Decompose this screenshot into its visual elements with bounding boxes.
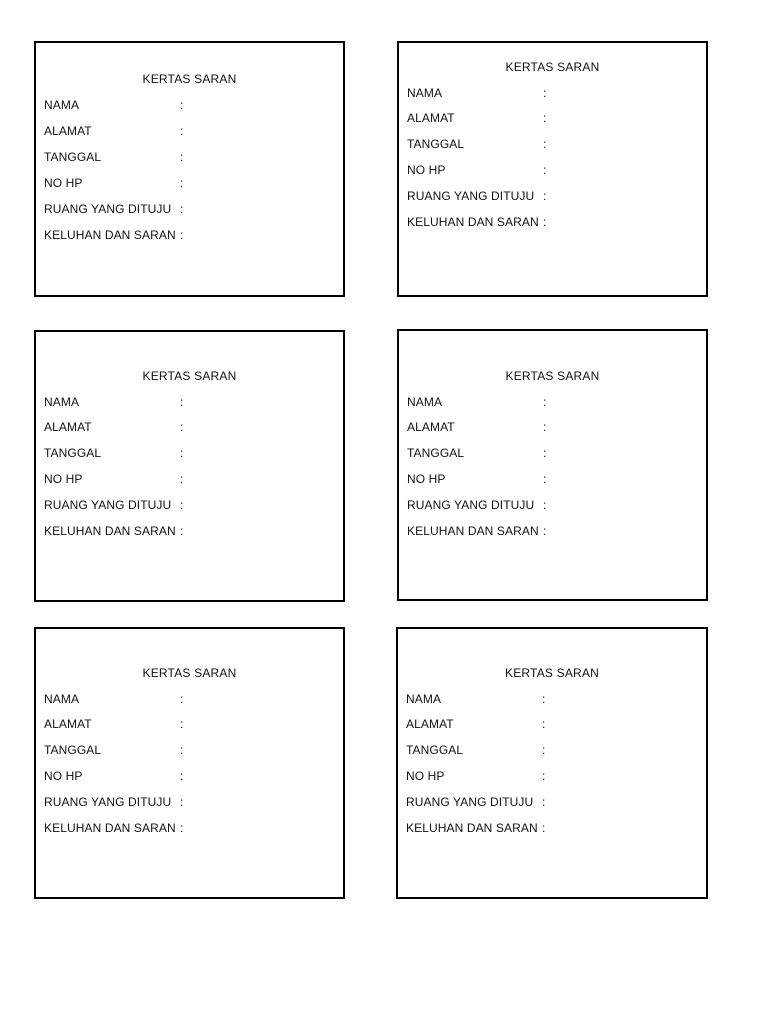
field-colon: : xyxy=(543,446,547,460)
field-label: KELUHAN DAN SARAN xyxy=(407,215,539,229)
field-label: TANGGAL xyxy=(406,743,464,757)
field-label: ALAMAT xyxy=(407,420,455,434)
field-label: RUANG YANG DITUJU xyxy=(406,795,534,809)
field-colon: : xyxy=(543,137,547,151)
field-colon: : xyxy=(180,498,184,512)
field-colon: : xyxy=(543,189,547,203)
field-label: KELUHAN DAN SARAN xyxy=(406,821,538,835)
field-colon: : xyxy=(180,524,184,538)
field-label: RUANG YANG DITUJU xyxy=(44,498,172,512)
card-title: KERTAS SARAN xyxy=(505,60,600,74)
field-label: RUANG YANG DITUJU xyxy=(407,189,535,203)
field-label: NAMA xyxy=(407,395,443,409)
field-colon: : xyxy=(180,176,184,190)
field-label: NAMA xyxy=(406,692,442,706)
field-label: TANGGAL xyxy=(407,137,465,151)
field-colon: : xyxy=(180,98,184,112)
field-colon: : xyxy=(180,395,184,409)
field-colon: : xyxy=(543,472,547,486)
field-colon: : xyxy=(180,420,184,434)
field-colon: : xyxy=(543,163,547,177)
field-colon: : xyxy=(180,769,184,783)
field-label: TANGGAL xyxy=(44,446,102,460)
field-label: NO HP xyxy=(407,163,446,177)
field-label: NO HP xyxy=(44,472,83,486)
field-colon: : xyxy=(180,743,184,757)
field-colon: : xyxy=(543,111,547,125)
field-colon: : xyxy=(542,692,546,706)
card-title: KERTAS SARAN xyxy=(505,666,599,680)
field-label: NAMA xyxy=(407,86,443,100)
field-label: RUANG YANG DITUJU xyxy=(44,795,172,809)
field-colon: : xyxy=(543,86,547,100)
field-label: ALAMAT xyxy=(406,717,454,731)
field-label: NAMA xyxy=(44,692,80,706)
field-label: TANGGAL xyxy=(44,150,102,164)
field-label: ALAMAT xyxy=(44,420,92,434)
suggestion-card-1 xyxy=(34,41,345,297)
field-label: NO HP xyxy=(44,176,83,190)
field-colon: : xyxy=(180,821,184,835)
card-title: KERTAS SARAN xyxy=(505,369,600,383)
field-label: ALAMAT xyxy=(44,124,92,138)
field-colon: : xyxy=(180,446,184,460)
field-colon: : xyxy=(180,150,184,164)
card-title: KERTAS SARAN xyxy=(142,369,237,383)
field-label: RUANG YANG DITUJU xyxy=(44,202,172,216)
field-label: NAMA xyxy=(44,98,80,112)
field-colon: : xyxy=(180,228,184,242)
field-label: ALAMAT xyxy=(44,717,92,731)
field-colon: : xyxy=(543,498,547,512)
field-label: KELUHAN DAN SARAN xyxy=(44,821,176,835)
card-title: KERTAS SARAN xyxy=(142,72,237,86)
suggestion-card-3 xyxy=(34,330,345,602)
field-label: TANGGAL xyxy=(44,743,102,757)
field-colon: : xyxy=(542,769,546,783)
suggestion-card-5 xyxy=(34,627,345,899)
field-colon: : xyxy=(543,420,547,434)
field-colon: : xyxy=(542,743,546,757)
card-title: KERTAS SARAN xyxy=(142,666,237,680)
suggestion-card-4 xyxy=(397,329,708,601)
field-label: KELUHAN DAN SARAN xyxy=(407,524,539,538)
field-colon: : xyxy=(542,821,546,835)
field-label: NO HP xyxy=(406,769,445,783)
suggestion-card-2 xyxy=(397,41,708,297)
field-label: TANGGAL xyxy=(407,446,465,460)
field-colon: : xyxy=(180,202,184,216)
field-colon: : xyxy=(543,395,547,409)
field-label: KELUHAN DAN SARAN xyxy=(44,228,176,242)
field-label: RUANG YANG DITUJU xyxy=(407,498,535,512)
field-colon: : xyxy=(543,215,547,229)
field-colon: : xyxy=(180,692,184,706)
field-label: KELUHAN DAN SARAN xyxy=(44,524,176,538)
field-label: NAMA xyxy=(44,395,80,409)
field-colon: : xyxy=(543,524,547,538)
field-label: NO HP xyxy=(407,472,446,486)
field-label: ALAMAT xyxy=(407,111,455,125)
field-label: NO HP xyxy=(44,769,83,783)
field-colon: : xyxy=(180,124,184,138)
field-colon: : xyxy=(180,717,184,731)
suggestion-card-6 xyxy=(396,627,708,899)
field-colon: : xyxy=(542,717,546,731)
field-colon: : xyxy=(180,472,184,486)
field-colon: : xyxy=(542,795,546,809)
field-colon: : xyxy=(180,795,184,809)
